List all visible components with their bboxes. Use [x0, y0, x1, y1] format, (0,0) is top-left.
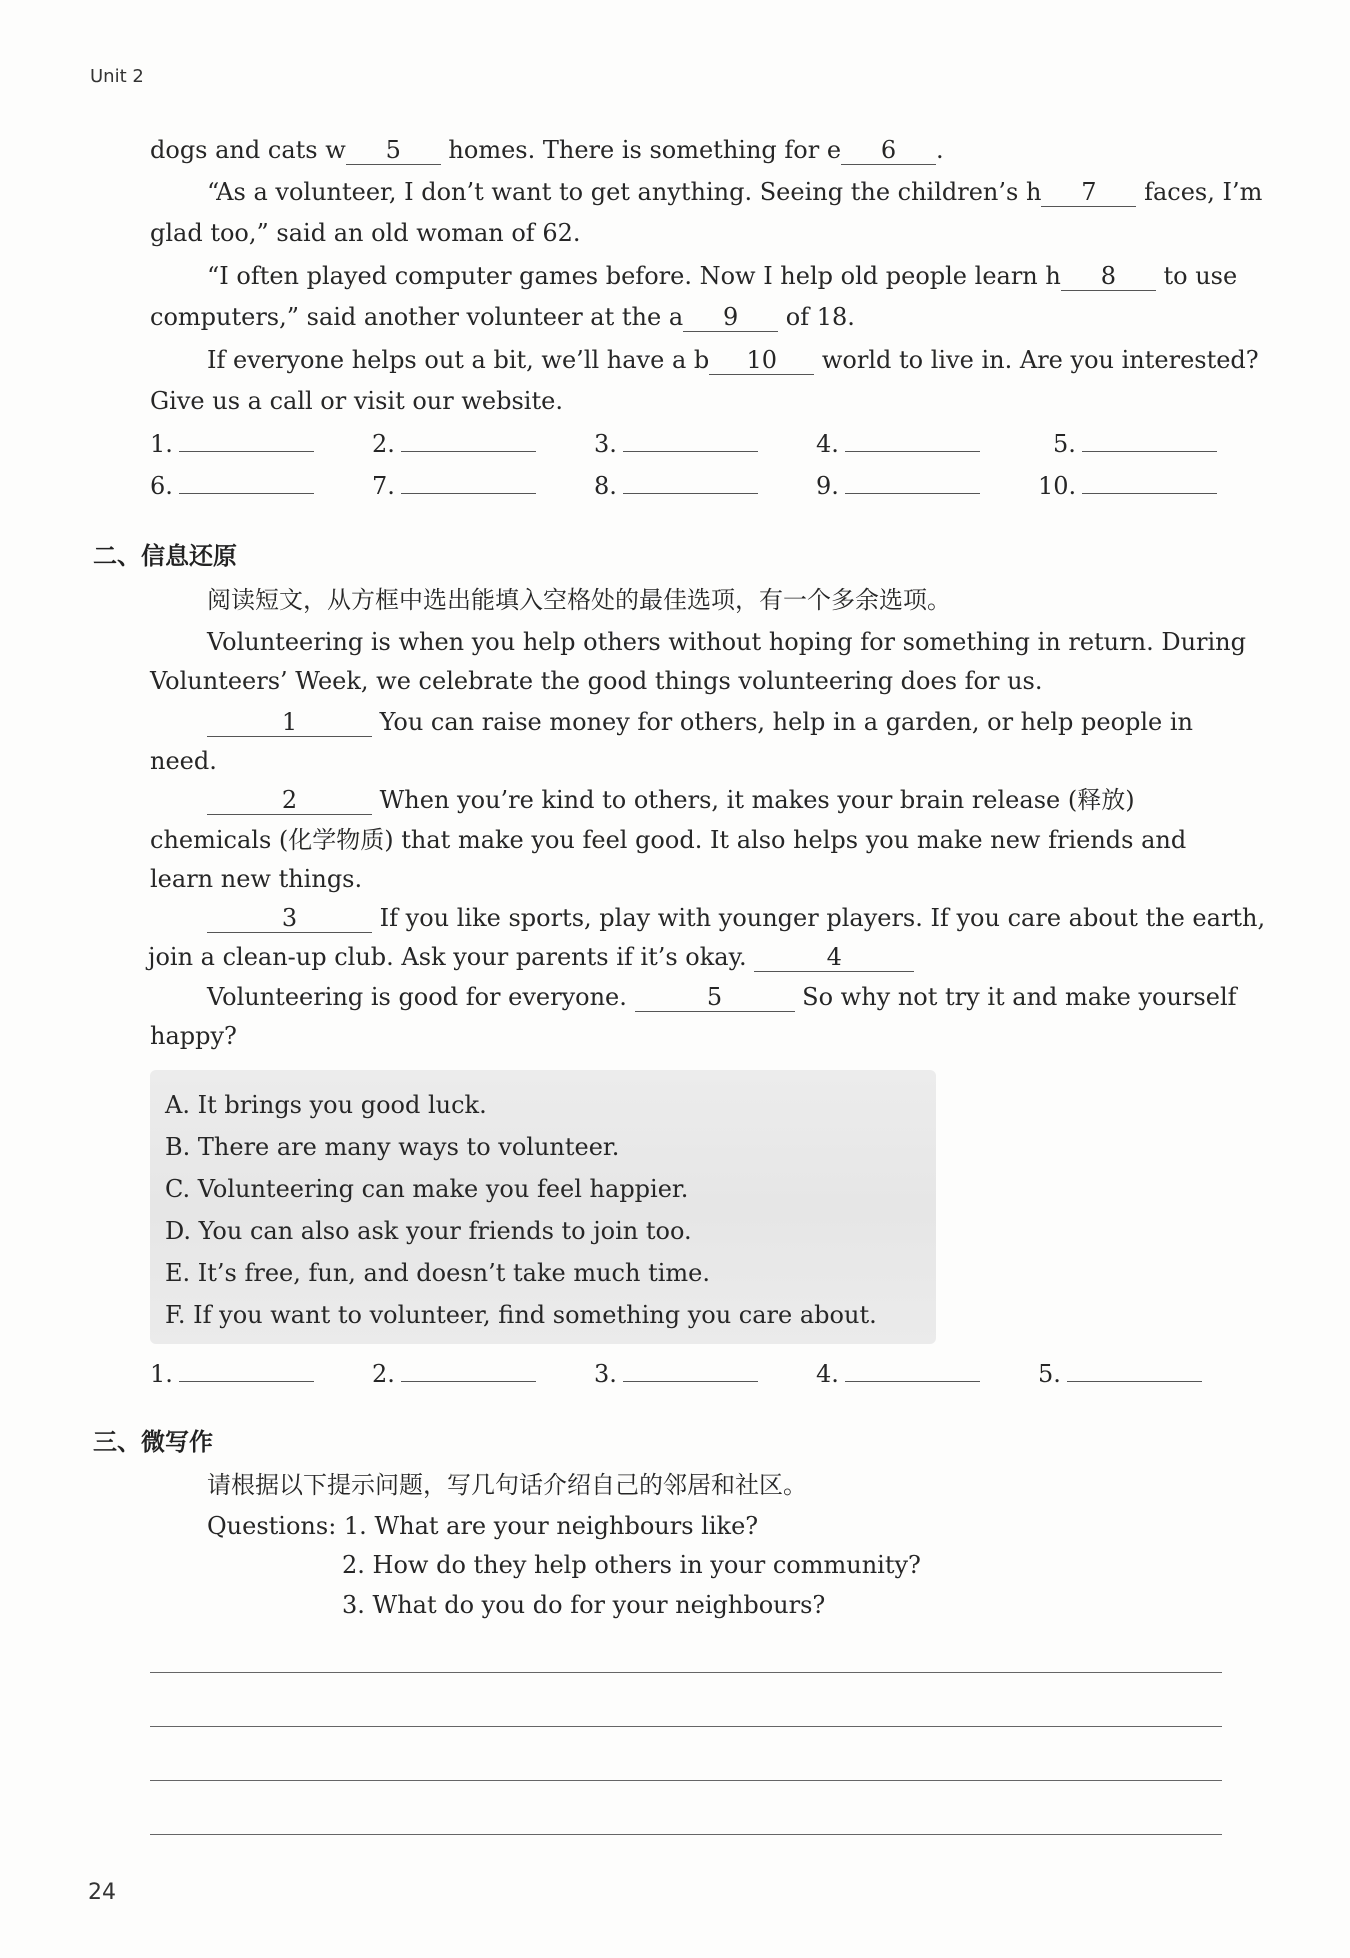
passage-line: learn new things. — [150, 865, 363, 893]
answer-slot[interactable]: 5. — [1038, 1360, 1202, 1388]
option-c: C. Volunteering can make you feel happier. — [165, 1175, 689, 1203]
passage-line: happy? — [150, 1022, 237, 1050]
unit-label: Unit 2 — [90, 66, 144, 87]
passage-line: If everyone helps out a bit, we’ll have a b 10 world to live in. Are you interested? — [207, 346, 1259, 374]
blank-7: 7 — [1041, 178, 1136, 207]
blank-6: 6 — [841, 136, 936, 165]
answer-slot[interactable]: 1. — [150, 1360, 314, 1388]
answer-slot[interactable]: 10. — [1038, 472, 1217, 500]
instruction: 请根据以下提示问题，写几句话介绍自己的邻居和社区。 — [207, 1471, 807, 1499]
writing-line[interactable] — [150, 1726, 1222, 1727]
question-3: 3. What do you do for your neighbours? — [342, 1591, 826, 1619]
passage-line: 3 If you like sports, play with younger players. If you care about the earth, — [207, 898, 1265, 938]
answer-slot[interactable]: 4. — [816, 430, 980, 458]
answer-slot[interactable]: 3. — [594, 1360, 758, 1388]
blank-2: 2 — [207, 786, 372, 815]
writing-line[interactable] — [150, 1672, 1222, 1673]
answer-slot[interactable]: 5. — [1053, 430, 1217, 458]
blank-9: 9 — [683, 303, 778, 332]
writing-line[interactable] — [150, 1780, 1222, 1781]
blank-10: 10 — [709, 346, 814, 375]
passage-line: computers,” said another volunteer at the a 9 of 18. — [150, 303, 855, 331]
answer-slot[interactable]: 7. — [372, 472, 536, 500]
option-f: F. If you want to volunteer, find something you care about. — [165, 1301, 877, 1329]
question-2: 2. How do they help others in your community? — [342, 1551, 921, 1579]
passage-line: 1 You can raise money for others, help in a garden, or help people in — [207, 702, 1193, 742]
passage-line: Volunteers’ Week, we celebrate the good things volunteering does for us. — [150, 667, 1043, 695]
answer-slot[interactable]: 2. — [372, 1360, 536, 1388]
passage-line: 2 When you’re kind to others, it makes your brain release (释放) — [207, 780, 1135, 820]
section-heading: 二、信息还原 — [93, 542, 237, 570]
passage-line: dogs and cats w 5 homes. There is something for e 6 . — [150, 136, 944, 164]
writing-line[interactable] — [150, 1834, 1222, 1835]
passage-line: “I often played computer games before. Now I help old people learn h 8 to use — [207, 262, 1238, 290]
passage-line: need. — [150, 747, 217, 775]
answer-slot[interactable]: 9. — [816, 472, 980, 500]
answer-slot[interactable]: 1. — [150, 430, 314, 458]
passage-line: Volunteering is good for everyone. 5 So why not try it and make yourself — [207, 983, 1237, 1011]
instruction: 阅读短文，从方框中选出能填入空格处的最佳选项，有一个多余选项。 — [207, 586, 951, 614]
passage-line: “As a volunteer, I don’t want to get anything. Seeing the children’s h 7 faces, I’m — [207, 178, 1263, 206]
blank-3: 3 — [207, 904, 372, 933]
option-e: E. It’s free, fun, and doesn’t take much time. — [165, 1259, 710, 1287]
answer-slot[interactable]: 2. — [372, 430, 536, 458]
blank-4: 4 — [754, 943, 914, 972]
passage-line: Volunteering is when you help others without hoping for something in return. During — [207, 628, 1246, 656]
answer-slot[interactable]: 8. — [594, 472, 758, 500]
blank-1: 1 — [207, 708, 372, 737]
option-d: D. You can also ask your friends to join too. — [165, 1217, 692, 1245]
passage-line: chemicals (化学物质) that make you feel good. It also helps you make new friends and — [150, 826, 1187, 854]
option-a: A. It brings you good luck. — [165, 1091, 487, 1119]
passage-line: glad too,” said an old woman of 62. — [150, 219, 581, 247]
blank-5: 5 — [346, 136, 441, 165]
blank-8: 8 — [1061, 262, 1156, 291]
question-1: Questions: 1. What are your neighbours like? — [207, 1512, 759, 1540]
option-b: B. There are many ways to volunteer. — [165, 1133, 620, 1161]
page-number: 24 — [88, 1880, 116, 1905]
answer-slot[interactable]: 3. — [594, 430, 758, 458]
answer-slot[interactable]: 6. — [150, 472, 314, 500]
passage-line: join a clean-up club. Ask your parents if it’s okay. 4 — [148, 937, 914, 977]
section-heading: 三、微写作 — [93, 1428, 213, 1456]
blank-5: 5 — [635, 983, 795, 1012]
passage-line: Give us a call or visit our website. — [150, 387, 563, 415]
answer-slot[interactable]: 4. — [816, 1360, 980, 1388]
